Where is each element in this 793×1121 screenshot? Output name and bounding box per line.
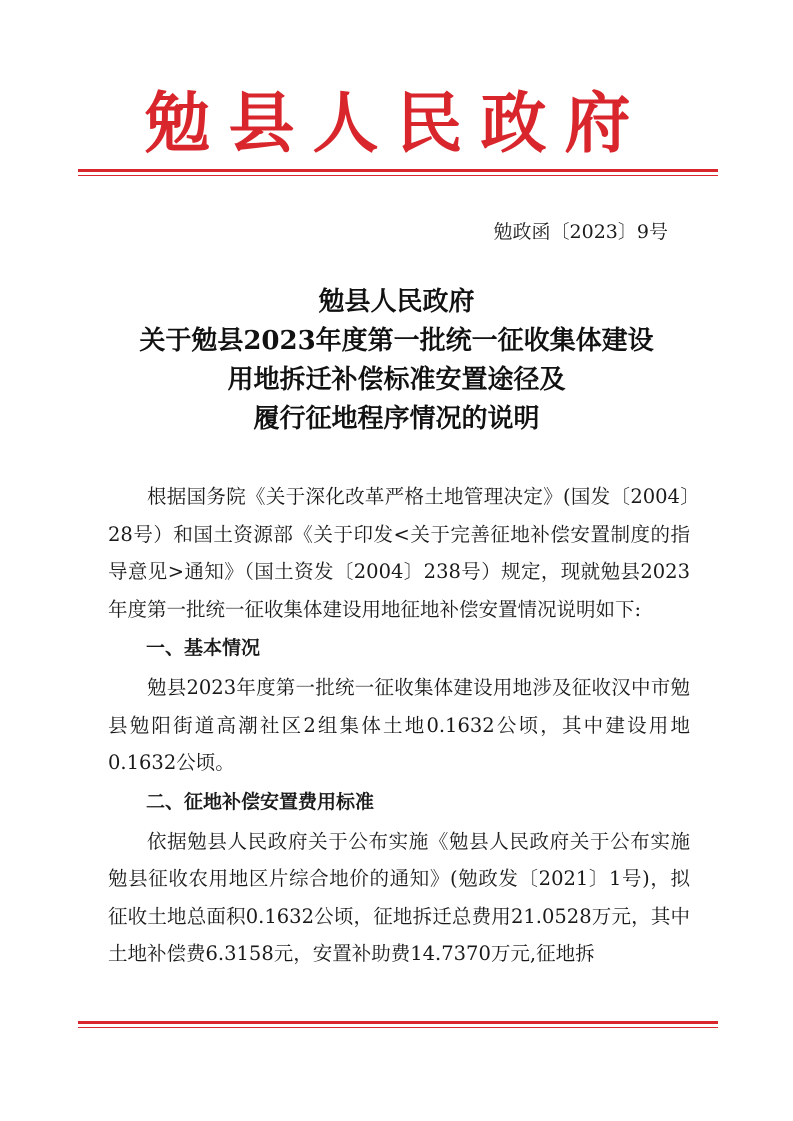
header-rule-bottom (78, 175, 718, 176)
title-line-4: 履行征地程序情况的说明 (253, 404, 540, 434)
document-title (0, 283, 793, 439)
footer-rule-top (78, 1021, 718, 1024)
section-1-heading: 一、基本情况 (146, 637, 261, 659)
header-rule-top (78, 169, 718, 172)
section-2-heading: 二、征地补偿安置费用标准 (146, 790, 375, 813)
footer-rule-bottom (78, 1027, 718, 1028)
title-line-1: 勉县人民政府 (318, 287, 475, 317)
document-number: 勉政函〔2023〕9号 (493, 221, 668, 243)
intro-paragraph: 根据国务院《关于深化改革严格土地管理决定》(国发〔2004〕28号）和国土资源部《关于印发<关于完善征地补偿安置制度的指导意见>通知》（国土资发〔2004〕238号）规定，现就勉县2023年度第一批统一征收集体建设用地征地补偿安置情况说明如下: (108, 485, 690, 621)
section-1-paragraph: 勉县2023年度第一批统一征收集体建设用地涉及征收汉中市勉县勉阳街道高潮社区2组集体土地0.1632公顷，其中建设用地0.1632公顷。 (108, 676, 690, 774)
issuing-authority-header: 勉县人民政府 (144, 84, 649, 162)
document-body (108, 478, 690, 973)
title-line-2: 关于勉县2023年度第一批统一征收集体建设 (139, 326, 654, 356)
section-2-paragraph: 依据勉县人民政府关于公布实施《勉县人民政府关于公布实施勉县征收农用地区片综合地价的通知》(勉政发〔2021〕1号)，拟征收土地总面积0.1632公顷，征地拆迁总费用21.0528万元，其中土地补偿费6.3158元，安置补助费14.7370万元,征地拆 (108, 829, 690, 965)
title-line-3: 用地拆迁补偿标准安置途径及 (227, 365, 566, 395)
